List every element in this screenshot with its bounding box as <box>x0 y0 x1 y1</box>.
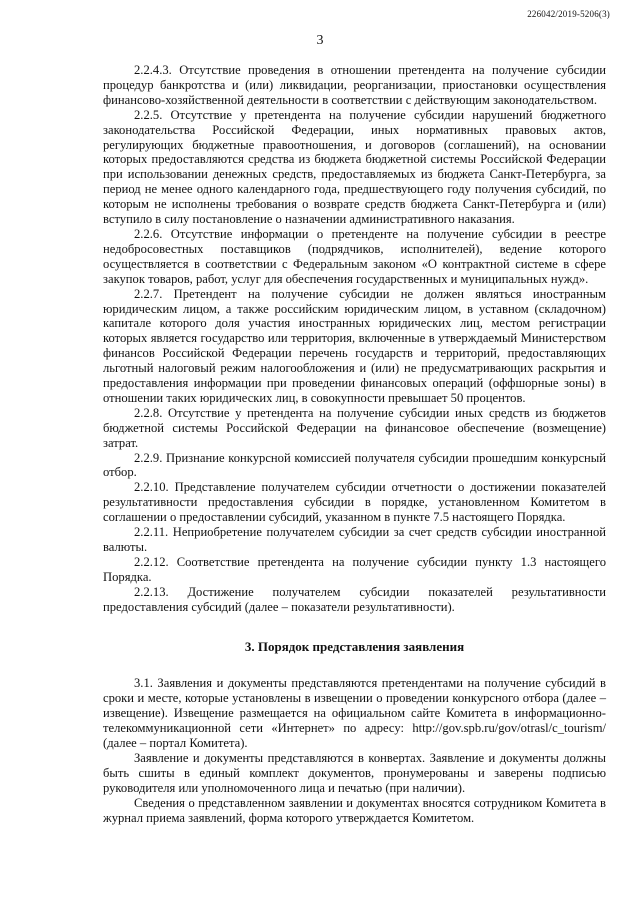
paragraph-2-2-6: 2.2.6. Отсутствие информации о претенденте на получение субсидии в реестре недобросовестных поставщиков (подрядчиков, исполнителей), ведение которого осуществляется в соответствии с Федеральным законом «О контрактной системе в сфере закупок товаров, работ, услуг для обеспечения государственных и муниципальных нужд». <box>103 226 606 286</box>
paragraph-2-2-12: 2.2.12. Соответствие претендента на получение субсидии пункту 1.3 настоящего Порядка. <box>103 554 606 584</box>
paragraph-2-2-7: 2.2.7. Претендент на получение субсидии не должен являться иностранным юридическим лицом, а также российским юридическим лицом, в уставном (складочном) капитале которого доля участия иностранных юридических лиц, местом регистрации которых является государство или территория, включенные в утверждаемый Министерством финансов Российской Федерации перечень государств и территорий, предоставляющих льготный налоговый режим налогообложения и (или) не предусматривающих раскрытия и предоставления информации при проведении финансовых операций (оффшорные зоны) в отношении таких юридических лиц, в совокупности превышает 50 процентов. <box>103 286 606 405</box>
paragraph-3-1: 3.1. Заявления и документы представляются претендентами на получение субсидий в сроки и месте, которые установлены в извещении о проведении конкурсного отбора (далее – извещение). Извещение размещается на официальном сайте Комитета в информационно-телекоммуникационной сети «Интернет» по адресу: http://gov.spb.ru/gov/otrasl/c_tourism/ (далее – портал Комитета). <box>103 676 606 751</box>
paragraph-3-1-journal: Сведения о представленном заявлении и документах вносятся сотрудником Комитета в журнал приема заявлений, форма которого утверждается Комитетом. <box>103 795 606 825</box>
document-number: 226042/2019-5206(3) <box>527 9 610 19</box>
document-body <box>103 63 606 826</box>
section-3-title: 3. Порядок представления заявления <box>244 638 465 654</box>
paragraph-2-2-4-3: 2.2.4.3. Отсутствие проведения в отношении претендента на получение субсидии процедур банкротства и (или) ликвидации, реорганизации, приостановки осуществления финансово-хозяйственной деятельности в соответствии с действующим законодательством. <box>103 63 606 107</box>
paragraph-2-2-11: 2.2.11. Неприобретение получателем субсидии за счет средств субсидии иностранной валюты. <box>103 525 606 554</box>
paragraph-2-2-9: 2.2.9. Признание конкурсной комиссией получателя субсидии прошедшим конкурсный отбор. <box>103 450 606 480</box>
paragraph-2-2-5: 2.2.5. Отсутствие у претендента на получение субсидии нарушений бюджетного законодательства Российской Федерации, иных нормативных правовых актов, регулирующих бюджетные правоотношения, и договоров (соглашений), на основании которых предоставляются средства из бюджета бюджетной системы Российской Федерации при использовании денежных средств, предоставляемых из бюджета Санкт-Петербурга, за период не менее одного календарного года, предшествующего году получения субсидий, по которым не исполнены требования о возврате средств бюджета Санкт-Петербурга и (или) вступило в силу постановление о назначении административного наказания. <box>103 107 606 227</box>
paragraph-2-2-13: 2.2.13. Достижение получателем субсидии показателей результативности предоставления субсидий (далее – показатели результативности). <box>103 584 606 614</box>
paragraph-3-1-envelopes: Заявление и документы представляются в конвертах. Заявление и документы должны быть сшиты в единый комплект документов, пронумерованы и заверены подписью руководителя или уполномоченного лица и печатью (при наличии). <box>103 750 606 795</box>
page-number: 3 <box>316 33 324 48</box>
paragraph-2-2-8: 2.2.8. Отсутствие у претендента на получение субсидии иных средств из бюджетов бюджетной системы Российской Федерации на финансовое обеспечение (возмещение) затрат. <box>103 405 606 450</box>
paragraph-2-2-10: 2.2.10. Представление получателем субсидии отчетности о достижении показателей результативности предоставления субсидии в порядке, установленном Комитетом в соглашении о предоставлении субсидий, указанном в пункте 7.5 настоящего Порядка. <box>103 480 606 525</box>
